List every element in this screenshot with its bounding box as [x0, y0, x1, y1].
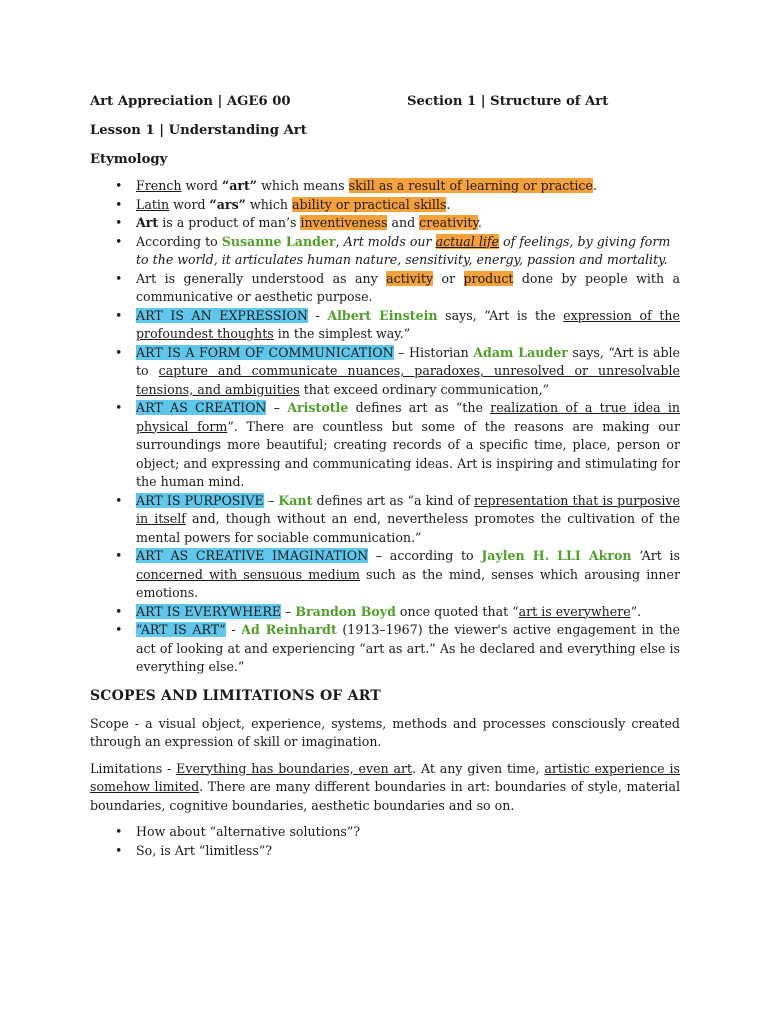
text: is a product of man’s [158, 215, 301, 230]
question-text: How about “alternative solutions”? [136, 824, 361, 839]
underlined-text: capture and communicate nuances, paradoxes, unresolved or unresolvable tensions, and ambiguities [136, 363, 680, 397]
bullet-glyph: • [115, 344, 123, 360]
text: – [281, 603, 296, 619]
list-item [90, 823, 680, 842]
highlight: product [463, 270, 514, 286]
question-text: So, is Art “limitless”? [136, 842, 273, 858]
text: Limitations - [90, 760, 177, 776]
document-page [90, 92, 680, 860]
concept-tag: ART IS PURPOSIVE [136, 492, 264, 508]
limitations-paragraph [90, 760, 680, 816]
text: (1913–1967) the viewer's active engagement in the act of looking at and experiencing “art as art.” As he declared and everything else is everything else.” [136, 622, 681, 674]
text: or [433, 270, 464, 286]
list-item [90, 270, 680, 307]
text: word [181, 178, 222, 193]
list-item [90, 842, 680, 861]
text: done by people with a communicative or aesthetic purpose. [136, 270, 680, 304]
text: According to [136, 233, 222, 249]
bullet-glyph: • [115, 307, 123, 323]
etymology-list [90, 177, 680, 677]
term: Art [136, 215, 159, 230]
text: . At any given time, [412, 760, 545, 776]
list-item [90, 307, 680, 344]
highlight: creativity [419, 215, 478, 230]
text: in the simplest way.” [273, 326, 411, 341]
text: ”. There are countless but some of the reasons are making our surroundings more beautiful; creating records of a specific time, place, person or object; and expressing and communicating ideas. Art is inspiring and stimulating for the human mind. [136, 418, 681, 489]
bullet-glyph: • [115, 400, 123, 415]
text: – according to [368, 548, 482, 563]
bullet-glyph: • [115, 548, 123, 563]
text: and, though without an end, nevertheless promotes the cultivation of the mental powers for sociable communication.” [136, 511, 681, 545]
concept-tag: “ART IS ART” [136, 622, 226, 637]
highlight: actual life [435, 233, 500, 249]
text: ”. [630, 603, 642, 619]
text: Art is generally understood as any [136, 270, 387, 286]
list-item [90, 603, 680, 622]
highlight: inventiveness [300, 215, 388, 230]
concept-tag: ART IS A FORM OF COMMUNICATION [136, 344, 394, 360]
quote-text: Art molds our [343, 233, 436, 249]
person-name: Susanne Lander [221, 233, 336, 249]
person-name: Brandon Boyd [295, 603, 396, 619]
bullet-glyph: • [115, 233, 123, 249]
scopes-heading: SCOPES AND LIMITATIONS OF ART [90, 687, 381, 704]
concept-tag: ART AS CREATION [136, 400, 267, 415]
text: which [245, 196, 292, 212]
section-title: Section 1 | Structure of Art [407, 94, 609, 109]
concept-tag: ART IS AN EXPRESSION [136, 307, 308, 323]
underlined-text: Everything has boundaries, even art [176, 760, 413, 776]
underlined-text: realization of a true idea in physical form [136, 400, 680, 434]
person-name: Ad Reinhardt [241, 622, 337, 637]
bullet-glyph: • [115, 824, 123, 839]
language-word: French [136, 178, 182, 193]
text: that exceed ordinary communication,” [299, 381, 550, 397]
term: “ars” [209, 196, 246, 212]
highlight: skill as a result of learning or practice [348, 178, 593, 193]
text: . [446, 196, 451, 212]
person-name: Aristotle [287, 400, 349, 415]
bullet-glyph: • [115, 842, 123, 858]
text: - [307, 307, 328, 323]
bullet-glyph: • [115, 196, 123, 212]
text: defines art as “a kind of [312, 492, 475, 508]
text: which means [257, 178, 349, 193]
list-item [90, 399, 680, 492]
language-word: Latin [136, 196, 170, 212]
text: – Historian [393, 344, 474, 360]
concept-tag: ART IS EVERYWHERE [136, 603, 282, 619]
bullet-glyph: • [115, 215, 123, 230]
bullet-glyph: • [115, 492, 123, 508]
questions-list [90, 823, 680, 860]
course-title: Art Appreciation | AGE6 00 [90, 94, 291, 109]
text: . [477, 215, 482, 230]
text: . [592, 178, 597, 193]
text: – [266, 400, 288, 415]
text: , [335, 233, 344, 249]
text: word [169, 196, 210, 212]
list-item [90, 233, 680, 270]
bullet-glyph: • [115, 270, 123, 286]
text: says, “Art is the [437, 307, 564, 323]
highlight: ability or practical skills [292, 196, 447, 212]
list-item [90, 492, 680, 548]
list-item [90, 196, 680, 215]
underlined-text: expression of the profoundest thoughts [136, 307, 680, 341]
text: defines art as “the [348, 400, 491, 415]
person-name: Albert Einstein [327, 307, 438, 323]
list-item [90, 547, 680, 603]
underlined-text: art is everywhere [518, 603, 631, 619]
bullet-glyph: • [115, 603, 123, 619]
text: and [387, 215, 420, 230]
bullet-glyph: • [115, 622, 123, 637]
text: . There are many different boundaries in art: boundaries of style, material boundaries, cognitive boundaries, aesthetic boundaries and so on. [90, 779, 680, 813]
list-item [90, 344, 680, 400]
scope-paragraph: Scope - a visual object, experience, systems, methods and processes consciously created through an expression of skill or imagination. [90, 715, 680, 749]
bullet-glyph: • [115, 178, 123, 193]
highlight: activity [386, 270, 434, 286]
person-name: Adam Lauder [473, 344, 568, 360]
person-name: Jaylen H. LLI Akron [481, 548, 632, 563]
text: - [225, 622, 242, 637]
underlined-text: artistic experience is somehow limited [90, 760, 680, 794]
lesson-title: Lesson 1 | Understanding Art [90, 123, 307, 138]
etymology-heading: Etymology [90, 152, 168, 167]
term: “art” [221, 178, 258, 193]
text: – [263, 492, 279, 508]
text: once quoted that “ [395, 603, 519, 619]
quote-text: of feelings, by giving form to the world, it articulates human nature, sensitivity, energy, passion and mortality. [136, 233, 671, 267]
text: ‘Art is [631, 548, 680, 563]
list-item [90, 177, 680, 196]
underlined-text: concerned with sensuous medium [136, 566, 360, 582]
page-header [90, 92, 680, 112]
text: says, “Art is able to [136, 344, 680, 378]
text: such as the mind, senses which arousing inner emotions. [136, 566, 680, 600]
list-item [90, 621, 680, 677]
underlined-text: representation that is purposive in itself [136, 492, 680, 526]
person-name: Kant [278, 492, 313, 508]
list-item [90, 214, 680, 233]
concept-tag: ART AS CREATIVE IMAGINATION [136, 548, 369, 563]
